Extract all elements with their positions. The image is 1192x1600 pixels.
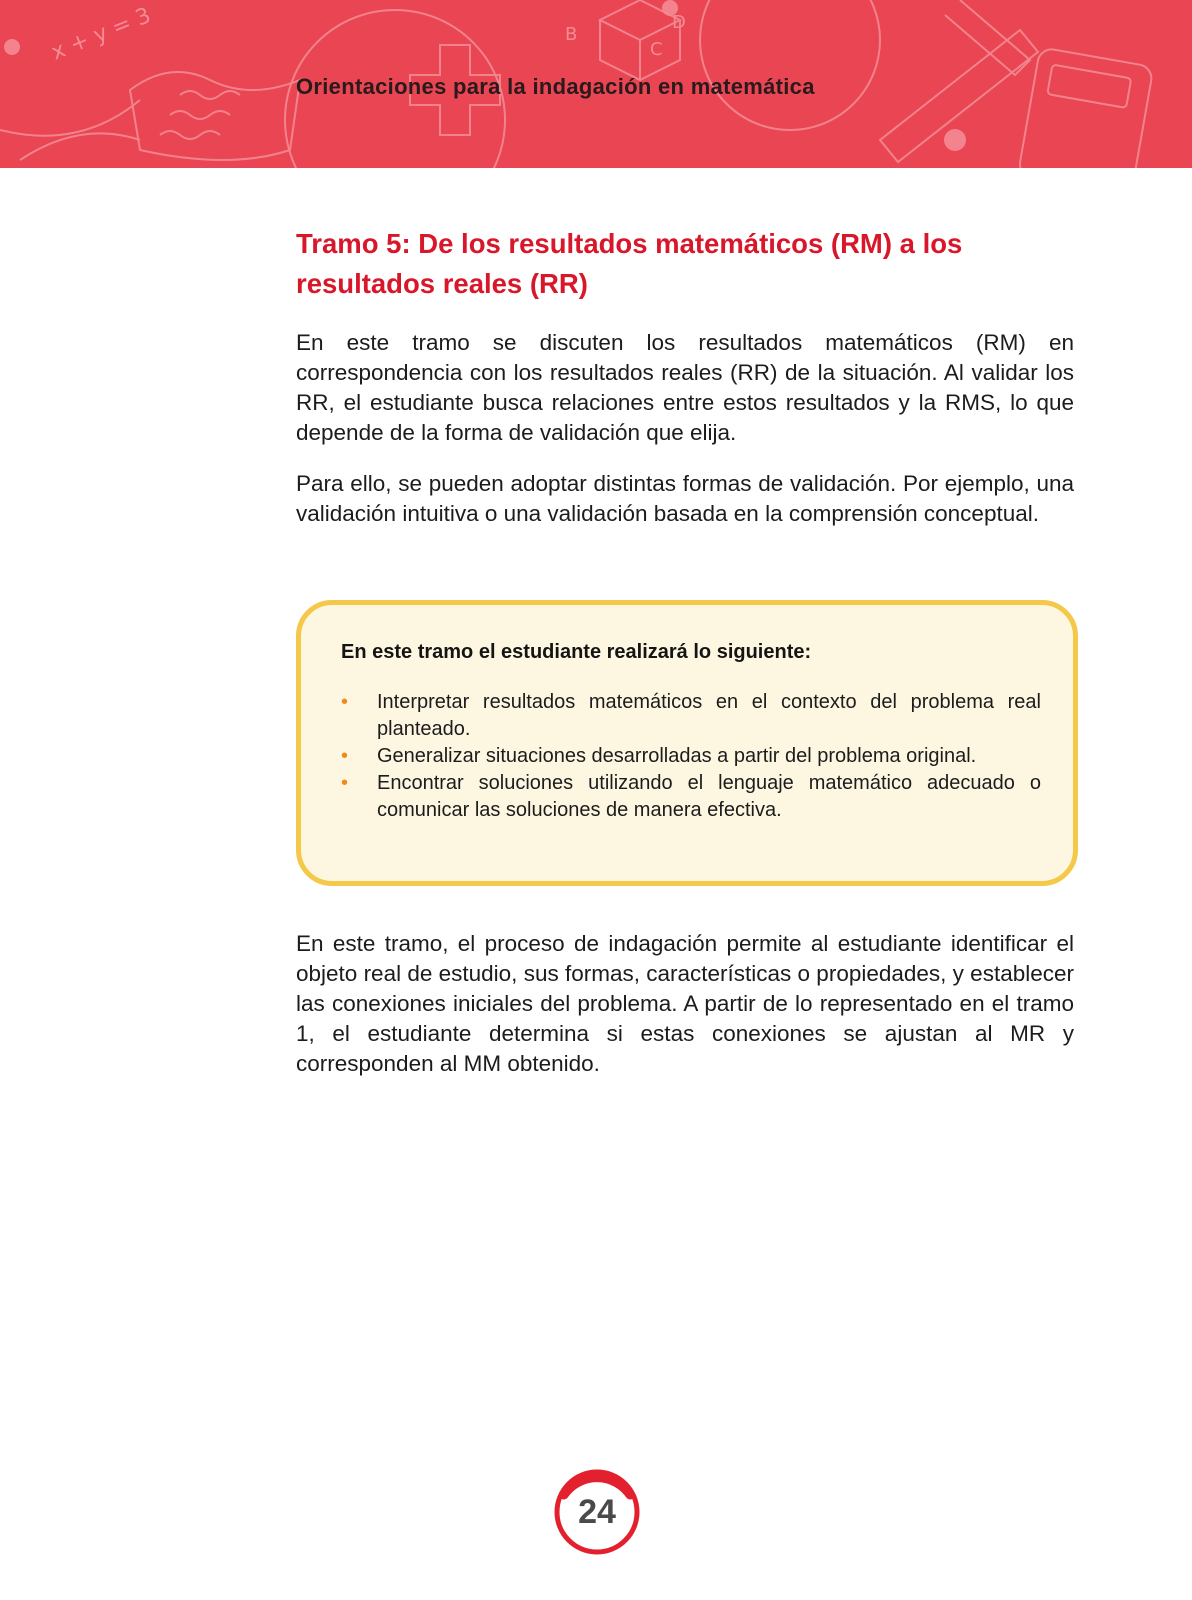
page-header <box>0 0 1192 168</box>
header-title: Orientaciones para la indagación en matemática <box>296 74 815 99</box>
svg-text:C: C <box>650 39 663 60</box>
validation-paragraph: Para ello, se pueden adoptar distintas formas de validación. Por ejemplo, una validación intuitiva o una validación basada en la comprensión conceptual. <box>296 471 1074 526</box>
bullet-icon: • <box>341 745 349 767</box>
section-title: Tramo 5: De los resultados matemáticos (RM) a los resultados reales (RR) <box>296 228 963 299</box>
circle-doodle <box>700 0 880 130</box>
svg-text:B: B <box>565 24 578 45</box>
bullet-icon: • <box>341 772 349 794</box>
list-item <box>341 770 1041 824</box>
closing-section <box>296 929 1074 1100</box>
equation-doodle: x + y = 3 <box>47 3 155 66</box>
student-tasks-callout <box>296 600 1078 886</box>
callout-title: En este tramo el estudiante realizará lo siguiente: <box>341 641 812 663</box>
list-item <box>341 689 1041 743</box>
bullet-icon: • <box>341 691 349 713</box>
pencil-doodle <box>945 0 1030 75</box>
main-content <box>296 224 1074 550</box>
list-item-text: Encontrar soluciones utilizando el lenguaje matemático adecuado o comunicar las soluciones de manera efectiva. <box>377 772 1041 821</box>
list-item <box>341 743 1041 770</box>
closing-paragraph: En este tramo, el proceso de indagación permite al estudiante identificar el objeto real de estudio, sus formas, características o propiedades, y establecer las conexiones iniciales del problema. A partir de lo representado en el tramo 1, el estudiante determina si estas conexiones se ajustan al MR y corresponden al MM obtenido. <box>296 931 1074 1076</box>
student-tasks-list <box>341 689 1041 824</box>
intro-paragraph: En este tramo se discuten los resultados matemáticos (RM) en correspondencia con los resultados reales (RR) de la situación. Al validar los RR, el estudiante busca relaciones entre estos resultados y la RMS, lo que depende de la forma de validación que elija. <box>296 330 1074 445</box>
list-item-text: Interpretar resultados matemáticos en el contexto del problema real planteado. <box>377 691 1041 740</box>
page-number-badge <box>552 1467 642 1557</box>
calculator-doodle <box>1018 47 1154 168</box>
page-number: 24 <box>578 1492 616 1531</box>
list-item-text: Generalizar situaciones desarrolladas a partir del problema original. <box>377 745 977 767</box>
notebook-doodle <box>130 72 300 160</box>
svg-text:D: D <box>672 12 686 33</box>
